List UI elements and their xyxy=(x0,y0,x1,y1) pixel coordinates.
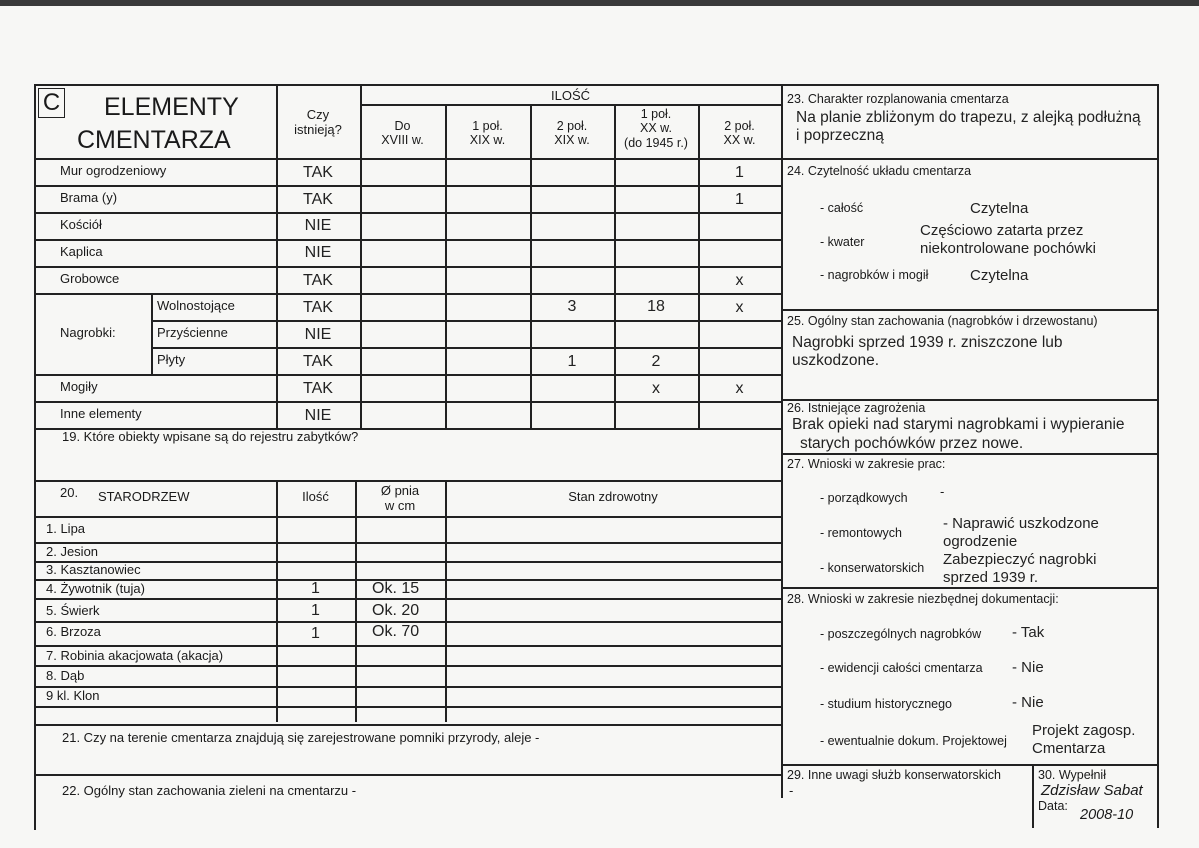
col-header-1pol-xx: 1 poł. XX w. (do 1945 r.) xyxy=(624,107,688,150)
exists-value: NIE xyxy=(304,217,332,234)
grid-line xyxy=(34,293,781,295)
section-title-line1: ELEMENTY xyxy=(104,93,239,121)
tree-count: 1 xyxy=(311,625,320,642)
quantity-value: x xyxy=(735,299,744,316)
q23-answer-line1: Na planie zbliżonym do trapezu, z alejką podłużną xyxy=(796,109,1141,126)
grid-line xyxy=(34,158,781,160)
grid-line xyxy=(781,453,1159,455)
q20-title: STARODRZEW xyxy=(98,489,190,504)
quantity-value: 1 xyxy=(735,191,744,208)
quantity-value: 2 xyxy=(651,353,661,370)
question-22: 22. Ogólny stan zachowania zieleni na cmentarzu - xyxy=(62,783,357,798)
grid-line xyxy=(34,401,781,403)
quantity-value: x xyxy=(652,380,660,397)
form-left-border xyxy=(34,84,36,830)
col-header-do-xviii: Do XVIII w. xyxy=(381,119,424,148)
q24-item-label: - nagrobków i mogił xyxy=(820,268,929,282)
grid-line xyxy=(34,645,781,647)
row-label: Wolnostojące xyxy=(157,298,235,313)
grid-line xyxy=(34,561,781,563)
q28-item-label: - poszczególnych nagrobków xyxy=(820,627,982,641)
form-right-border xyxy=(1157,84,1159,828)
tree-diameter: Ok. 15 xyxy=(372,580,420,597)
q27-item-answer: - Naprawić uszkodzone xyxy=(943,515,1099,532)
q27-item-answer: Zabezpieczyć nagrobki xyxy=(943,551,1097,568)
grid-line xyxy=(781,764,1159,766)
q26-answer-line2: starych pochówków przez nowe. xyxy=(800,435,1024,452)
q28-item-label: - studium historycznego xyxy=(820,697,953,711)
tree-diameter: Ok. 70 xyxy=(372,623,420,640)
filled-date: 2008-10 xyxy=(1080,807,1134,823)
q24-item-answer: niekontrolowane pochówki xyxy=(920,240,1096,257)
tree-name: 2. Jesion xyxy=(46,544,99,559)
exists-value: NIE xyxy=(304,326,332,343)
grid-line xyxy=(151,347,781,349)
grid-line xyxy=(781,587,1159,589)
q27-item-label: - porządkowych xyxy=(820,491,908,505)
q30-label: 30. Wypełnił xyxy=(1038,768,1106,782)
grid-line xyxy=(34,724,781,726)
q29-answer: - xyxy=(789,783,794,798)
column-divider xyxy=(781,84,783,798)
grid-line xyxy=(360,104,781,106)
filled-by-name: Zdzisław Sabat xyxy=(1041,782,1143,799)
grid-line xyxy=(34,686,781,688)
tree-count: 1 xyxy=(311,580,320,597)
exists-value: TAK xyxy=(303,299,333,316)
q28-item-label: - ewidencji całości cmentarza xyxy=(820,661,983,675)
row-label: Kościół xyxy=(60,217,102,232)
q27-item-answer: ogrodzenie xyxy=(943,533,1018,550)
q28-item-answer: - Tak xyxy=(1012,624,1045,641)
exists-value: NIE xyxy=(304,244,332,261)
tree-name: 7. Robinia akacjowata (akacja) xyxy=(46,648,224,663)
grid-line xyxy=(34,212,781,214)
q20-col-health: Stan zdrowotny xyxy=(568,489,658,504)
tree-name: 8. Dąb xyxy=(46,668,85,683)
q24-item-label: - kwater xyxy=(820,235,865,249)
exists-value: TAK xyxy=(303,380,333,397)
grid-line xyxy=(34,706,781,708)
q26-label: 26. Istniejące zagrożenia xyxy=(787,401,926,415)
q28-item-answer: Cmentarza xyxy=(1032,740,1106,757)
grid-line xyxy=(781,158,1159,160)
quantity-value: 3 xyxy=(567,298,577,315)
row-label: Przyścienne xyxy=(157,325,228,340)
q27-item-answer: - xyxy=(940,484,945,499)
grid-line xyxy=(34,185,781,187)
tree-count: 1 xyxy=(311,602,320,619)
grid-line xyxy=(34,239,781,241)
row-label: Mogiły xyxy=(60,379,98,394)
quantity-value: 1 xyxy=(735,164,744,181)
tree-name: 1. Lipa xyxy=(46,521,86,536)
q24-item-answer: Czytelna xyxy=(970,267,1029,284)
grid-line xyxy=(34,542,781,544)
q28-item-answer: - Nie xyxy=(1012,659,1044,676)
q28-label: 28. Wnioski w zakresie niezbędnej dokumentacji: xyxy=(787,592,1059,606)
tree-name: 4. Żywotnik (tuja) xyxy=(46,581,145,596)
tree-name: 3. Kasztanowiec xyxy=(46,562,141,577)
q25-answer-line1: Nagrobki sprzed 1939 r. zniszczone lub xyxy=(792,334,1063,351)
exists-value: TAK xyxy=(303,164,333,181)
tree-name: 5. Świerk xyxy=(46,603,100,618)
form-top-border xyxy=(34,84,1159,86)
tree-diameter: Ok. 20 xyxy=(372,602,420,619)
q20-col-count: Ilość xyxy=(302,489,329,504)
quantity-value: 18 xyxy=(647,298,665,315)
grid-line xyxy=(151,293,153,374)
grid-line xyxy=(34,516,781,518)
tree-name: 6. Brzoza xyxy=(46,624,101,639)
grid-line xyxy=(781,309,1159,311)
nagrobki-label: Nagrobki: xyxy=(60,325,116,340)
quantity-value: 1 xyxy=(567,353,577,370)
exists-value: TAK xyxy=(303,353,333,370)
grid-line xyxy=(34,480,781,482)
col-header-2pol-xix: 2 poł. XIX w. xyxy=(554,119,590,148)
col-header-2pol-xx: 2 poł. XX w. xyxy=(723,119,756,148)
scan-top-edge xyxy=(0,0,1199,6)
q27-item-label: - konserwatorskich xyxy=(820,561,925,575)
question-21: 21. Czy na terenie cmentarza znajdują się zarejestrowane pomniki przyrody, aleje - xyxy=(62,730,540,745)
q25-label: 25. Ogólny stan zachowania (nagrobków i drzewostanu) xyxy=(787,314,1098,328)
exists-value: NIE xyxy=(304,407,332,424)
row-label: Płyty xyxy=(157,352,186,367)
grid-line xyxy=(34,266,781,268)
exists-header: Czy istnieją? xyxy=(294,107,342,137)
quantity-value: x xyxy=(735,272,744,289)
tree-name: 9 kl. Klon xyxy=(46,688,100,703)
row-label: Brama (y) xyxy=(60,190,118,205)
question-19: 19. Które obiekty wpisane są do rejestru zabytków? xyxy=(62,429,359,444)
q24-label: 24. Czytelność układu cmentarza xyxy=(787,164,972,178)
grid-line xyxy=(34,374,781,376)
q24-item-answer: Czytelna xyxy=(970,200,1029,217)
q23-answer-line2: i poprzeczną xyxy=(796,127,884,144)
q24-item-answer: Częściowo zatarta przez xyxy=(920,222,1084,239)
q28-item-label: - ewentualnie dokum. Projektowej xyxy=(820,734,1007,748)
exists-value: TAK xyxy=(303,191,333,208)
q25-answer-line2: uszkodzone. xyxy=(792,352,880,369)
section-letter-box: C xyxy=(38,88,65,118)
row-label: Grobowce xyxy=(60,271,120,286)
q23-label: 23. Charakter rozplanowania cmentarza xyxy=(787,92,1009,106)
grid-line xyxy=(151,320,781,322)
grid-line xyxy=(34,665,781,667)
quantity-value: x xyxy=(735,380,744,397)
section-title-line2: CMENTARZA xyxy=(77,126,231,154)
col-header-1pol-xix: 1 poł. XIX w. xyxy=(469,119,506,148)
row-label: Kaplica xyxy=(60,244,103,259)
date-label: Data: xyxy=(1038,799,1068,813)
exists-value: TAK xyxy=(303,272,333,289)
q26-answer-line1: Brak opieki nad starymi nagrobkami i wypieranie xyxy=(792,416,1125,433)
q24-item-label: - całość xyxy=(820,201,864,215)
q27-item-label: - remontowych xyxy=(820,526,902,540)
grid-line xyxy=(34,774,781,776)
q28-item-answer: Projekt zagosp. xyxy=(1032,722,1136,739)
q28-item-answer: - Nie xyxy=(1012,694,1044,711)
q20-col-diameter: Ø pnia w cm xyxy=(380,483,420,513)
q29-label: 29. Inne uwagi służb konserwatorskich xyxy=(787,768,1002,782)
quantity-header: ILOŚĆ xyxy=(550,88,590,103)
grid-line xyxy=(1032,764,1034,828)
q27-label: 27. Wnioski w zakresie prac: xyxy=(787,457,946,471)
q27-item-answer: sprzed 1939 r. xyxy=(943,569,1039,586)
row-label: Mur ogrodzeniowy xyxy=(60,163,167,178)
row-label: Inne elementy xyxy=(60,406,142,421)
q20-number: 20. xyxy=(60,485,79,500)
